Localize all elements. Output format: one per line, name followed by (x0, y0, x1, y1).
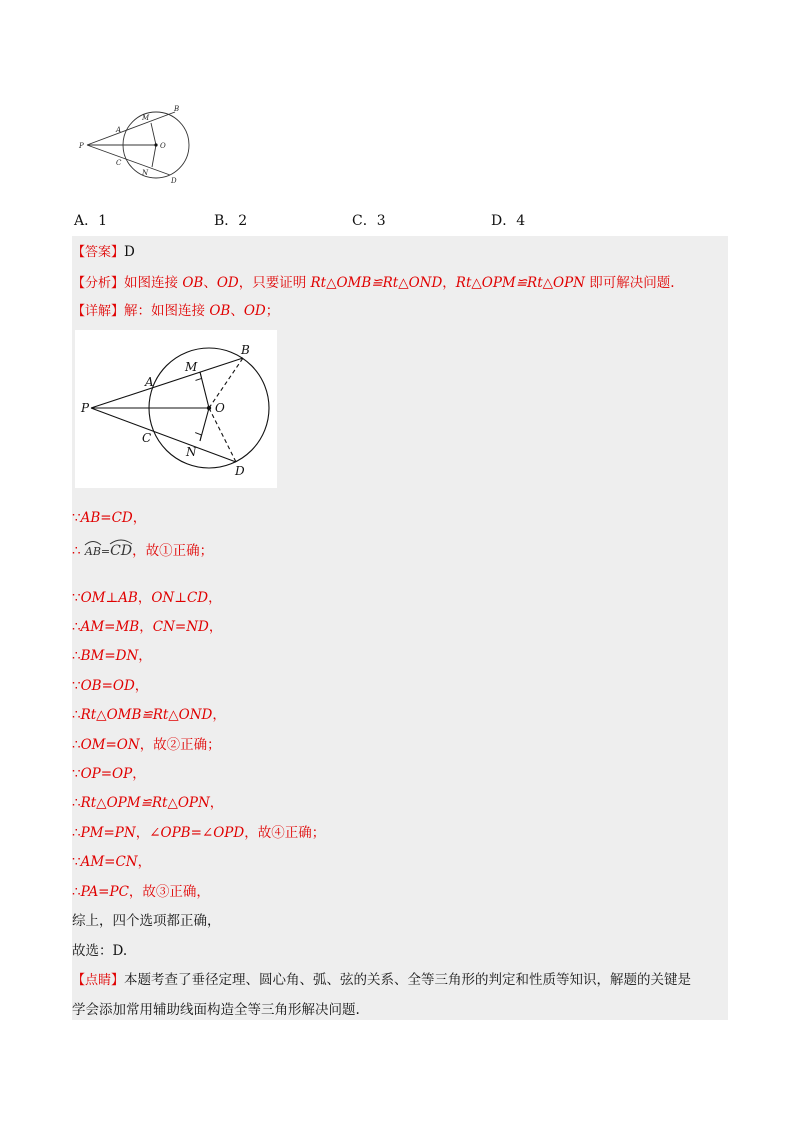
detail-od: OD (243, 303, 266, 319)
right-angle-mark-n (195, 433, 201, 441)
small-circle-figure (78, 103, 198, 189)
step-expression: CN=ND (152, 619, 209, 635)
answer-value: D (124, 244, 135, 260)
step-tail: ，故③正确， (128, 884, 210, 900)
step-expression: CD (186, 590, 209, 606)
big-line-pd (91, 408, 236, 462)
option-b: B．2 (214, 213, 248, 229)
small-label-a: A (116, 126, 122, 134)
arc-cd-mark (109, 536, 133, 545)
step-separator: ， (135, 825, 150, 841)
perpendicular-symbol: ⊥ (105, 590, 119, 606)
step-symbol: ∴ (72, 543, 81, 559)
detail-line (72, 299, 279, 319)
step-symbol: ∴ (72, 795, 81, 811)
small-line-pd (87, 145, 170, 175)
step-7 (72, 703, 226, 723)
step-tail: ， (132, 510, 147, 526)
option-d: D．4 (491, 213, 526, 229)
step-expression: OB=OD (80, 678, 135, 694)
small-center-dot (154, 143, 157, 146)
step-symbol: ∵ (72, 766, 81, 782)
step-expression: Rt△OPM≌Rt△OPN (80, 795, 210, 811)
step-10 (72, 791, 223, 811)
step-3 (72, 586, 222, 606)
step-5 (72, 644, 152, 664)
arc-cd (110, 543, 132, 559)
detail-sep: 、 (230, 303, 244, 319)
step-tail: ， (137, 854, 152, 870)
arc-equals: = (100, 545, 111, 558)
step-expression: PA=PC (80, 884, 129, 900)
step-tail: ， (134, 678, 149, 694)
step-expression: AB (118, 590, 138, 606)
step-expression: Rt△OMB≌Rt△OND (80, 707, 213, 723)
step-9 (72, 762, 146, 782)
big-label-n: N (186, 445, 197, 459)
small-label-b: B (174, 105, 180, 113)
analysis-congruence-2: Rt△OPM≌Rt△OPN (455, 275, 585, 291)
step-separator: ， (137, 590, 152, 606)
step-expression: AM=CN (80, 854, 138, 870)
big-label-a: A (145, 375, 154, 389)
step-tail: ， (138, 648, 152, 664)
step-tail: ， (208, 619, 223, 635)
step-11 (72, 821, 325, 841)
small-label-p: P (79, 142, 84, 150)
arc-cd-label: CD (110, 543, 133, 559)
step-tail: ， (132, 766, 146, 782)
step-6 (72, 674, 148, 694)
step-symbol: ∵ (72, 590, 81, 606)
step-tail: ， (208, 590, 222, 606)
step-tail: ， (209, 795, 224, 811)
comment-text-1: 本题考查了垂径定理、圆心角、弧、弦的关系、全等三角形的判定和性质等知识，解题的关键是 (124, 972, 692, 988)
analysis-comma: ， (442, 275, 456, 291)
big-center-dot (207, 406, 211, 410)
step-12 (72, 850, 151, 870)
arc-ab-mark (84, 538, 102, 546)
step-symbol: ∵ (72, 678, 81, 694)
step-15: 故选：D. (72, 943, 128, 959)
analysis-line (72, 271, 675, 291)
step-1 (72, 506, 146, 526)
step-symbol: ∴ (72, 825, 81, 841)
detail-ob: OB (209, 303, 231, 319)
comment-tag: 【点睛】 (72, 973, 125, 988)
analysis-text-2: ，只要证明 (238, 275, 311, 291)
solution-block (72, 236, 728, 1020)
option-c: C．3 (352, 213, 386, 229)
step-tail: ，故④正确； (244, 825, 326, 841)
analysis-od: OD (216, 275, 239, 291)
step-symbol: ∴ (72, 648, 81, 664)
answer-tag: 【答案】 (72, 245, 125, 260)
step-symbol: ∵ (72, 854, 81, 870)
comment-line-1 (72, 968, 691, 988)
analysis-sep: 、 (203, 275, 217, 291)
step-symbol: ∵ (72, 510, 81, 526)
comment-line-2: 学会添加常用辅助线面构造全等三角形解决问题. (72, 1002, 360, 1018)
analysis-tag: 【分析】 (72, 276, 125, 291)
small-line-on (152, 145, 156, 167)
step-expression: ON (151, 590, 175, 606)
step-symbol: ∴ (72, 737, 81, 753)
step-separator: ， (139, 619, 153, 635)
step-expression: ∠OPB=∠OPD (149, 825, 245, 841)
step-tail: ，故①正确； (132, 543, 214, 559)
step-expression: AM=MB (80, 619, 140, 635)
analysis-text-3: 即可解决问题. (585, 275, 675, 291)
option-a: A．1 (74, 213, 108, 229)
analysis-text-1: 如图连接 (124, 275, 183, 291)
small-label-m: M (142, 114, 150, 122)
step-expression: OP=OP (80, 766, 133, 782)
step-8 (72, 733, 221, 753)
small-label-d: D (171, 177, 177, 185)
detail-tag: 【详解】 (72, 304, 125, 319)
step-expression: OM (80, 590, 106, 606)
solution-circle-figure (75, 330, 277, 488)
step-expression: PM=PN (80, 825, 136, 841)
analysis-congruence-1: Rt△OMB≌Rt△OND (310, 275, 443, 291)
step-13 (72, 880, 210, 900)
perpendicular-symbol: ⊥ (174, 590, 187, 606)
step-expression: BM=DN (80, 648, 139, 664)
step-symbol: ∴ (72, 707, 81, 723)
big-label-b: B (241, 343, 250, 357)
small-line-pb (87, 112, 175, 145)
step-tail: ， (212, 707, 226, 723)
step-2 (72, 539, 213, 559)
detail-text-1: 解：如图连接 (124, 303, 210, 319)
big-label-m: M (185, 360, 198, 374)
arc-ab-label: AB (84, 545, 101, 558)
small-label-n: N (142, 169, 149, 177)
step-symbol: ∴ (72, 619, 81, 635)
small-line-om (151, 123, 156, 145)
step-4 (72, 615, 222, 635)
small-label-o: O (160, 142, 166, 150)
step-expression: AB=CD (80, 510, 133, 526)
arc-ab (85, 545, 101, 558)
detail-end: ； (265, 303, 280, 319)
step-tail: ，故②正确； (139, 737, 221, 753)
big-label-o: O (215, 401, 225, 415)
big-label-d: D (235, 464, 245, 478)
small-label-c: C (116, 159, 122, 167)
step-expression: OM=ON (80, 737, 140, 753)
analysis-ob: OB (182, 275, 204, 291)
answer-options (74, 210, 728, 230)
answer-line (72, 241, 135, 260)
big-label-p: P (81, 401, 90, 415)
step-symbol: ∴ (72, 884, 81, 900)
step-14: 综上，四个选项都正确， (72, 913, 221, 929)
big-label-c: C (142, 431, 152, 445)
